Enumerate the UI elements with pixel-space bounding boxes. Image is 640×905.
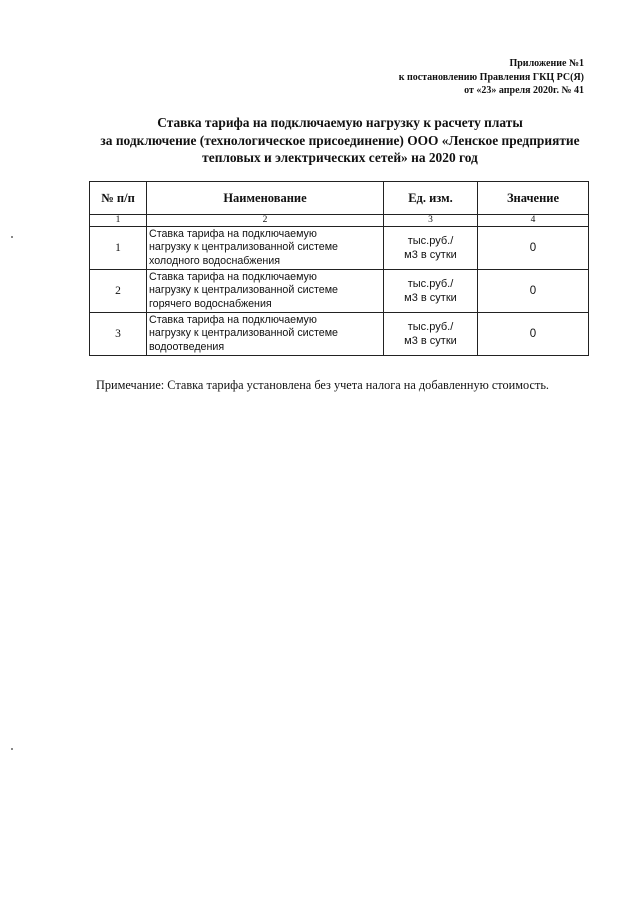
table-row (90, 227, 589, 270)
row-unit-line: тыс.руб./ (407, 321, 454, 333)
table-header-row (90, 182, 589, 215)
row-unit-line: м3 в сутки (404, 292, 457, 304)
column-number-row (90, 215, 589, 227)
row-value: 0 (478, 227, 589, 270)
scan-speck (11, 236, 13, 238)
title-line-1: Ставка тарифа на подключаемую нагрузку к расчету платы (157, 115, 523, 130)
row-number: 2 (90, 270, 147, 313)
row-unit (384, 313, 478, 356)
row-unit-line: тыс.руб./ (407, 278, 454, 290)
row-name (147, 227, 384, 270)
column-number: 2 (147, 215, 384, 227)
table-row (90, 270, 589, 313)
row-name (147, 270, 384, 313)
document-title (80, 114, 600, 167)
row-name-line: горячего водоснабжения (149, 297, 272, 310)
table-row (90, 313, 589, 356)
row-name-line: Ставка тарифа на подключаемую (149, 271, 317, 284)
row-number: 3 (90, 313, 147, 356)
column-number: 1 (90, 215, 147, 227)
row-name-line: водоотведения (149, 340, 225, 353)
column-number: 3 (384, 215, 478, 227)
row-name-line: Ставка тарифа на подключаемую (149, 314, 317, 327)
row-name-line: нагрузку к централизованной системе (149, 241, 338, 254)
row-name (147, 313, 384, 356)
header-name: Наименование (147, 182, 384, 215)
appendix-decree: к постановлению Правления ГКЦ РС(Я) (398, 71, 584, 83)
row-unit (384, 270, 478, 313)
row-unit-line: м3 в сутки (404, 249, 457, 261)
scan-speck (11, 748, 13, 750)
row-value: 0 (478, 270, 589, 313)
note-text: Примечание: Ставка тарифа установлена без учета налога на добавленную стоимость. (96, 378, 550, 392)
header-unit: Ед. изм. (384, 182, 478, 215)
row-unit (384, 227, 478, 270)
row-name-line: холодного водоснабжения (149, 254, 281, 267)
column-number: 4 (478, 215, 589, 227)
row-value: 0 (478, 313, 589, 356)
row-name-line: Ставка тарифа на подключаемую (149, 228, 317, 241)
appendix-number: Приложение №1 (509, 58, 584, 69)
tariff-table (89, 181, 589, 356)
header-value: Значение (478, 182, 589, 215)
row-name-line: нагрузку к централизованной системе (149, 327, 338, 340)
row-name-line: нагрузку к централизованной системе (149, 284, 338, 297)
appendix-header (399, 57, 584, 98)
row-number: 1 (90, 227, 147, 270)
row-unit-line: м3 в сутки (404, 335, 457, 347)
title-line-3: тепловых и электрических сетей» на 2020 год (202, 150, 478, 165)
row-unit-line: тыс.руб./ (407, 235, 454, 247)
title-line-2: за подключение (технологическое присоединение) ООО «Ленское предприятие (100, 132, 580, 148)
appendix-date: от «23» апреля 2020г. № 41 (464, 85, 584, 96)
header-number: № п/п (90, 182, 147, 215)
